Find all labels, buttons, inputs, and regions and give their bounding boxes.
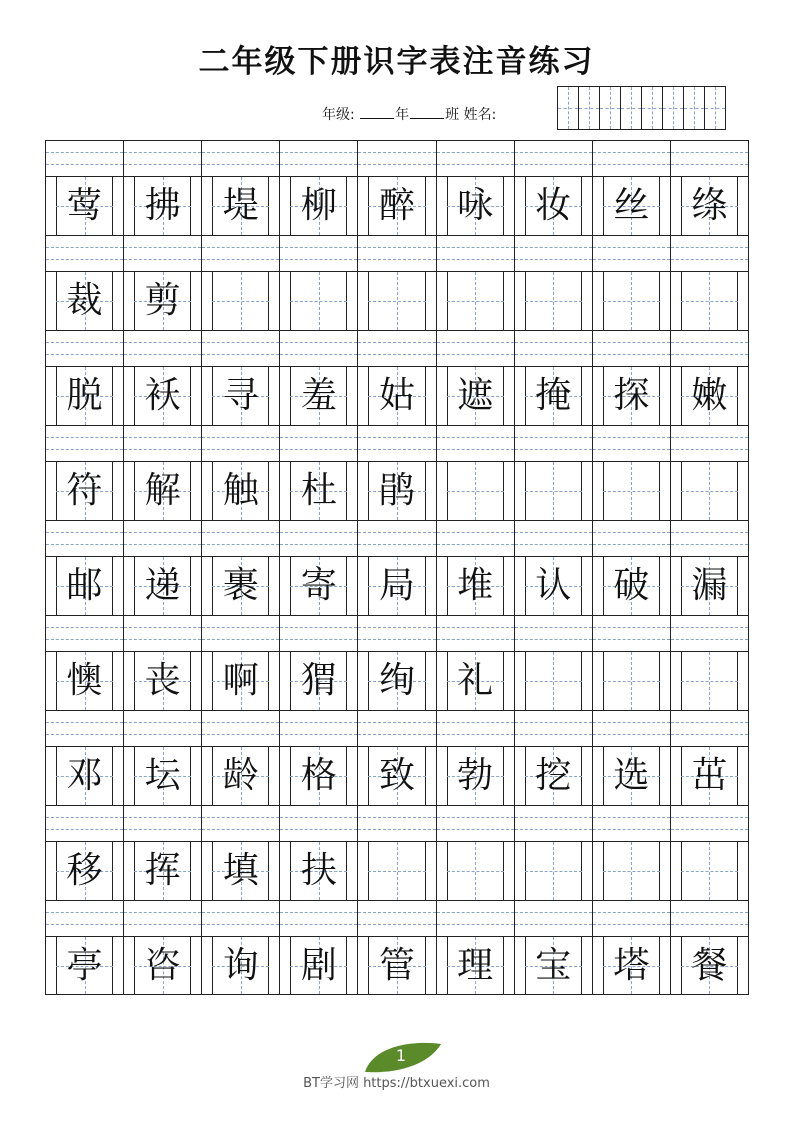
hanzi-cell bbox=[357, 652, 435, 710]
pinyin-row bbox=[46, 805, 748, 841]
hanzi-cell bbox=[46, 937, 123, 994]
practice-block bbox=[46, 520, 748, 615]
pinyin-row bbox=[46, 330, 748, 366]
hanzi-cell[interactable] bbox=[514, 272, 592, 330]
pinyin-cell[interactable] bbox=[436, 616, 514, 651]
hanzi-character: 懊 bbox=[66, 660, 103, 701]
name-box[interactable] bbox=[620, 86, 642, 130]
hanzi-character: 塔 bbox=[613, 944, 650, 986]
hanzi-cell[interactable] bbox=[279, 272, 357, 330]
hanzi-cell[interactable] bbox=[670, 842, 748, 900]
hanzi-cell bbox=[436, 747, 514, 805]
hanzi-character: 袄 bbox=[144, 375, 181, 416]
hanzi-character: 咨 bbox=[144, 944, 181, 986]
hanzi-cell bbox=[123, 557, 201, 615]
hanzi-cell[interactable] bbox=[514, 652, 592, 710]
hanzi-row bbox=[46, 461, 748, 520]
hanzi-cell bbox=[436, 652, 514, 710]
practice-block bbox=[46, 330, 748, 425]
practice-block bbox=[46, 710, 748, 805]
hanzi-character: 绚 bbox=[378, 660, 415, 701]
pinyin-cell[interactable] bbox=[279, 806, 357, 841]
pinyin-cell[interactable] bbox=[357, 331, 435, 366]
pinyin-cell[interactable] bbox=[279, 141, 357, 176]
hanzi-cell bbox=[357, 367, 435, 425]
class-suffix: 班 bbox=[445, 107, 460, 123]
hanzi-cell bbox=[279, 842, 357, 900]
hanzi-cell[interactable] bbox=[514, 842, 592, 900]
name-box[interactable] bbox=[557, 86, 579, 130]
hanzi-character: 挖 bbox=[535, 755, 572, 796]
pinyin-cell[interactable] bbox=[514, 331, 592, 366]
pinyin-row bbox=[46, 520, 748, 556]
hanzi-cell bbox=[46, 367, 123, 425]
hanzi-character: 茁 bbox=[691, 755, 728, 796]
pinyin-cell[interactable] bbox=[592, 236, 670, 271]
hanzi-character: 选 bbox=[613, 755, 650, 796]
hanzi-character: 致 bbox=[378, 755, 415, 796]
hanzi-cell bbox=[201, 367, 279, 425]
hanzi-cell bbox=[123, 367, 201, 425]
hanzi-cell bbox=[514, 177, 592, 235]
hanzi-cell bbox=[123, 272, 201, 330]
hanzi-character: 寻 bbox=[222, 375, 259, 416]
pinyin-cell[interactable] bbox=[592, 711, 670, 746]
pinyin-cell[interactable] bbox=[592, 616, 670, 651]
hanzi-cell[interactable] bbox=[670, 272, 748, 330]
hanzi-cell bbox=[46, 177, 123, 235]
hanzi-character: 认 bbox=[535, 565, 572, 606]
hanzi-cell bbox=[670, 177, 748, 235]
hanzi-cell bbox=[46, 462, 123, 520]
practice-grid bbox=[45, 140, 749, 995]
pinyin-cell[interactable] bbox=[123, 426, 201, 461]
hanzi-cell bbox=[201, 747, 279, 805]
hanzi-character: 扶 bbox=[300, 850, 337, 891]
hanzi-cell bbox=[46, 557, 123, 615]
student-info bbox=[322, 104, 496, 124]
hanzi-cell bbox=[201, 937, 279, 994]
hanzi-cell bbox=[436, 937, 514, 994]
footer-source: BT学习网 https://btxuexi.com bbox=[303, 1076, 490, 1091]
practice-block bbox=[46, 900, 748, 995]
hanzi-cell[interactable] bbox=[514, 462, 592, 520]
hanzi-cell bbox=[514, 747, 592, 805]
hanzi-cell[interactable] bbox=[592, 272, 670, 330]
hanzi-cell bbox=[592, 747, 670, 805]
year-blank[interactable] bbox=[360, 106, 394, 119]
pinyin-cell[interactable] bbox=[670, 141, 748, 176]
pinyin-cell[interactable] bbox=[592, 901, 670, 936]
hanzi-character: 猬 bbox=[300, 660, 337, 701]
pinyin-cell[interactable] bbox=[514, 426, 592, 461]
pinyin-cell[interactable] bbox=[201, 521, 279, 556]
hanzi-character: 礼 bbox=[457, 660, 494, 701]
pinyin-cell[interactable] bbox=[46, 711, 123, 746]
pinyin-cell[interactable] bbox=[123, 711, 201, 746]
name-box[interactable] bbox=[683, 86, 705, 130]
hanzi-character: 醉 bbox=[378, 185, 415, 226]
pinyin-cell[interactable] bbox=[514, 711, 592, 746]
hanzi-cell[interactable] bbox=[436, 272, 514, 330]
hanzi-cell bbox=[201, 557, 279, 615]
pinyin-cell[interactable] bbox=[357, 426, 435, 461]
hanzi-cell bbox=[123, 462, 201, 520]
pinyin-cell[interactable] bbox=[46, 901, 123, 936]
pinyin-cell[interactable] bbox=[123, 901, 201, 936]
hanzi-cell bbox=[357, 557, 435, 615]
grade-label: 年级: bbox=[322, 107, 355, 123]
hanzi-cell bbox=[279, 652, 357, 710]
hanzi-cell[interactable] bbox=[357, 272, 435, 330]
hanzi-cell bbox=[670, 557, 748, 615]
hanzi-cell[interactable] bbox=[436, 462, 514, 520]
hanzi-cell[interactable] bbox=[592, 652, 670, 710]
pinyin-cell[interactable] bbox=[279, 616, 357, 651]
hanzi-cell bbox=[514, 367, 592, 425]
pinyin-cell[interactable] bbox=[436, 711, 514, 746]
hanzi-character: 鹃 bbox=[378, 470, 415, 511]
pinyin-cell[interactable] bbox=[201, 331, 279, 366]
hanzi-character: 填 bbox=[222, 850, 259, 891]
pinyin-row bbox=[46, 235, 748, 271]
pinyin-cell[interactable] bbox=[201, 616, 279, 651]
hanzi-character: 脱 bbox=[66, 375, 103, 416]
hanzi-row bbox=[46, 366, 748, 425]
pinyin-cell[interactable] bbox=[436, 521, 514, 556]
hanzi-row bbox=[46, 651, 748, 710]
pinyin-cell[interactable] bbox=[357, 806, 435, 841]
pinyin-row bbox=[46, 710, 748, 746]
name-label: 姓名: bbox=[463, 107, 497, 123]
hanzi-character: 绦 bbox=[691, 185, 728, 226]
hanzi-cell bbox=[123, 747, 201, 805]
name-box[interactable] bbox=[704, 86, 726, 130]
class-blank[interactable] bbox=[410, 106, 444, 119]
pinyin-cell[interactable] bbox=[279, 236, 357, 271]
hanzi-cell bbox=[670, 747, 748, 805]
pinyin-cell[interactable] bbox=[201, 806, 279, 841]
hanzi-cell bbox=[279, 367, 357, 425]
hanzi-character: 探 bbox=[613, 375, 650, 416]
hanzi-character: 理 bbox=[457, 944, 494, 986]
pinyin-cell[interactable] bbox=[670, 521, 748, 556]
hanzi-character: 亭 bbox=[66, 944, 103, 986]
hanzi-row bbox=[46, 271, 748, 330]
hanzi-cell bbox=[514, 557, 592, 615]
year-suffix: 年 bbox=[395, 107, 410, 123]
hanzi-cell bbox=[201, 652, 279, 710]
pinyin-cell[interactable] bbox=[357, 236, 435, 271]
hanzi-character: 管 bbox=[378, 944, 415, 986]
pinyin-cell[interactable] bbox=[670, 616, 748, 651]
hanzi-character: 递 bbox=[144, 565, 181, 606]
pinyin-cell[interactable] bbox=[357, 901, 435, 936]
practice-block bbox=[46, 805, 748, 900]
name-box[interactable] bbox=[641, 86, 663, 130]
pinyin-cell[interactable] bbox=[123, 806, 201, 841]
pinyin-cell[interactable] bbox=[514, 616, 592, 651]
hanzi-cell bbox=[46, 842, 123, 900]
hanzi-character: 咏 bbox=[457, 185, 494, 226]
hanzi-cell bbox=[436, 557, 514, 615]
name-box[interactable] bbox=[578, 86, 600, 130]
hanzi-character: 堤 bbox=[222, 185, 259, 226]
hanzi-cell bbox=[279, 177, 357, 235]
pinyin-cell[interactable] bbox=[436, 806, 514, 841]
pinyin-cell[interactable] bbox=[592, 331, 670, 366]
practice-block bbox=[46, 140, 748, 235]
hanzi-character: 触 bbox=[222, 470, 259, 511]
pinyin-cell[interactable] bbox=[46, 426, 123, 461]
pinyin-cell[interactable] bbox=[46, 236, 123, 271]
pinyin-cell[interactable] bbox=[436, 141, 514, 176]
hanzi-cell bbox=[357, 937, 435, 994]
hanzi-character: 剧 bbox=[300, 944, 337, 986]
pinyin-cell[interactable] bbox=[357, 616, 435, 651]
hanzi-character: 宝 bbox=[535, 944, 572, 986]
hanzi-cell bbox=[123, 652, 201, 710]
pinyin-cell[interactable] bbox=[592, 141, 670, 176]
pinyin-cell[interactable] bbox=[357, 521, 435, 556]
hanzi-cell bbox=[279, 462, 357, 520]
hanzi-cell[interactable] bbox=[436, 842, 514, 900]
hanzi-cell[interactable] bbox=[201, 272, 279, 330]
pinyin-cell[interactable] bbox=[46, 521, 123, 556]
name-boxes[interactable] bbox=[558, 86, 726, 130]
hanzi-cell[interactable] bbox=[592, 842, 670, 900]
pinyin-cell[interactable] bbox=[46, 331, 123, 366]
pinyin-cell[interactable] bbox=[436, 901, 514, 936]
pinyin-cell[interactable] bbox=[436, 236, 514, 271]
pinyin-cell[interactable] bbox=[514, 141, 592, 176]
pinyin-cell[interactable] bbox=[514, 521, 592, 556]
hanzi-cell bbox=[279, 937, 357, 994]
hanzi-cell bbox=[279, 557, 357, 615]
hanzi-character: 裁 bbox=[66, 280, 103, 321]
pinyin-cell[interactable] bbox=[670, 426, 748, 461]
pinyin-cell[interactable] bbox=[123, 331, 201, 366]
pinyin-row bbox=[46, 140, 748, 176]
hanzi-character: 挥 bbox=[144, 850, 181, 891]
pinyin-cell[interactable] bbox=[201, 901, 279, 936]
hanzi-cell bbox=[201, 462, 279, 520]
hanzi-character: 龄 bbox=[222, 755, 259, 796]
hanzi-cell bbox=[46, 747, 123, 805]
pinyin-cell[interactable] bbox=[357, 711, 435, 746]
pinyin-cell[interactable] bbox=[592, 806, 670, 841]
hanzi-character: 格 bbox=[300, 755, 337, 796]
pinyin-cell[interactable] bbox=[436, 331, 514, 366]
hanzi-character: 邓 bbox=[66, 755, 103, 796]
pinyin-cell[interactable] bbox=[201, 426, 279, 461]
hanzi-character: 柳 bbox=[300, 185, 337, 226]
hanzi-cell bbox=[123, 937, 201, 994]
practice-block bbox=[46, 615, 748, 710]
pinyin-cell[interactable] bbox=[46, 806, 123, 841]
hanzi-character: 坛 bbox=[144, 755, 181, 796]
hanzi-row bbox=[46, 936, 748, 995]
hanzi-character: 漏 bbox=[691, 565, 728, 606]
hanzi-character: 餐 bbox=[691, 944, 728, 986]
pinyin-cell[interactable] bbox=[46, 616, 123, 651]
pinyin-cell[interactable] bbox=[123, 141, 201, 176]
hanzi-row bbox=[46, 746, 748, 805]
page-number: 1 bbox=[395, 1046, 407, 1065]
hanzi-character: 剪 bbox=[144, 280, 181, 321]
hanzi-character: 遮 bbox=[457, 375, 494, 416]
hanzi-cell bbox=[279, 747, 357, 805]
name-box[interactable] bbox=[599, 86, 621, 130]
pinyin-cell[interactable] bbox=[123, 521, 201, 556]
practice-block bbox=[46, 425, 748, 520]
hanzi-character: 解 bbox=[144, 470, 181, 511]
pinyin-row bbox=[46, 900, 748, 936]
hanzi-character: 邮 bbox=[66, 565, 103, 606]
pinyin-cell[interactable] bbox=[201, 711, 279, 746]
pinyin-cell[interactable] bbox=[46, 141, 123, 176]
hanzi-cell[interactable] bbox=[357, 842, 435, 900]
pinyin-cell[interactable] bbox=[201, 236, 279, 271]
hanzi-cell bbox=[436, 367, 514, 425]
hanzi-cell bbox=[123, 842, 201, 900]
pinyin-cell[interactable] bbox=[670, 236, 748, 271]
pinyin-row bbox=[46, 425, 748, 461]
pinyin-cell[interactable] bbox=[436, 426, 514, 461]
hanzi-character: 寄 bbox=[300, 565, 337, 606]
hanzi-character: 啊 bbox=[222, 660, 259, 701]
hanzi-cell bbox=[46, 652, 123, 710]
hanzi-character: 勃 bbox=[457, 755, 494, 796]
hanzi-row bbox=[46, 176, 748, 235]
pinyin-cell[interactable] bbox=[279, 711, 357, 746]
page-title: 二年级下册识字表注音练习 bbox=[198, 44, 595, 80]
hanzi-character: 堆 bbox=[457, 565, 494, 606]
hanzi-character: 羞 bbox=[300, 375, 337, 416]
hanzi-character: 拂 bbox=[144, 185, 181, 226]
hanzi-character: 符 bbox=[66, 470, 103, 511]
hanzi-character: 裹 bbox=[222, 565, 259, 606]
pinyin-cell[interactable] bbox=[514, 901, 592, 936]
pinyin-cell[interactable] bbox=[592, 521, 670, 556]
pinyin-cell[interactable] bbox=[201, 141, 279, 176]
hanzi-character: 掩 bbox=[535, 375, 572, 416]
hanzi-cell bbox=[670, 937, 748, 994]
hanzi-cell bbox=[357, 177, 435, 235]
hanzi-cell bbox=[592, 177, 670, 235]
hanzi-cell[interactable] bbox=[670, 462, 748, 520]
hanzi-cell bbox=[514, 937, 592, 994]
pinyin-cell[interactable] bbox=[670, 711, 748, 746]
hanzi-cell bbox=[123, 177, 201, 235]
hanzi-character: 丧 bbox=[144, 660, 181, 701]
pinyin-cell[interactable] bbox=[123, 236, 201, 271]
hanzi-character: 局 bbox=[378, 565, 415, 606]
hanzi-character: 移 bbox=[66, 850, 103, 891]
hanzi-cell bbox=[357, 747, 435, 805]
pinyin-cell[interactable] bbox=[357, 141, 435, 176]
pinyin-cell[interactable] bbox=[592, 426, 670, 461]
hanzi-character: 丝 bbox=[613, 185, 650, 226]
name-box[interactable] bbox=[662, 86, 684, 130]
hanzi-character: 妆 bbox=[535, 185, 572, 226]
hanzi-cell[interactable] bbox=[670, 652, 748, 710]
hanzi-character: 姑 bbox=[378, 375, 415, 416]
pinyin-cell[interactable] bbox=[670, 331, 748, 366]
hanzi-character: 杜 bbox=[300, 470, 337, 511]
hanzi-cell bbox=[201, 177, 279, 235]
pinyin-cell[interactable] bbox=[670, 806, 748, 841]
hanzi-cell[interactable] bbox=[592, 462, 670, 520]
pinyin-cell[interactable] bbox=[670, 901, 748, 936]
pinyin-row bbox=[46, 615, 748, 651]
pinyin-cell[interactable] bbox=[514, 236, 592, 271]
hanzi-character: 嫩 bbox=[691, 375, 728, 416]
hanzi-row bbox=[46, 556, 748, 615]
hanzi-cell bbox=[592, 557, 670, 615]
hanzi-row bbox=[46, 841, 748, 900]
pinyin-cell[interactable] bbox=[279, 426, 357, 461]
hanzi-character: 破 bbox=[613, 565, 650, 606]
pinyin-cell[interactable] bbox=[279, 521, 357, 556]
hanzi-cell bbox=[201, 842, 279, 900]
hanzi-character: 询 bbox=[222, 944, 259, 986]
pinyin-cell[interactable] bbox=[123, 616, 201, 651]
practice-block bbox=[46, 235, 748, 330]
pinyin-cell[interactable] bbox=[279, 901, 357, 936]
hanzi-cell bbox=[592, 367, 670, 425]
hanzi-cell bbox=[592, 937, 670, 994]
hanzi-cell bbox=[436, 177, 514, 235]
hanzi-character: 莺 bbox=[66, 185, 103, 226]
pinyin-cell[interactable] bbox=[514, 806, 592, 841]
pinyin-cell[interactable] bbox=[279, 331, 357, 366]
hanzi-cell bbox=[357, 462, 435, 520]
hanzi-cell bbox=[46, 272, 123, 330]
hanzi-cell bbox=[670, 367, 748, 425]
